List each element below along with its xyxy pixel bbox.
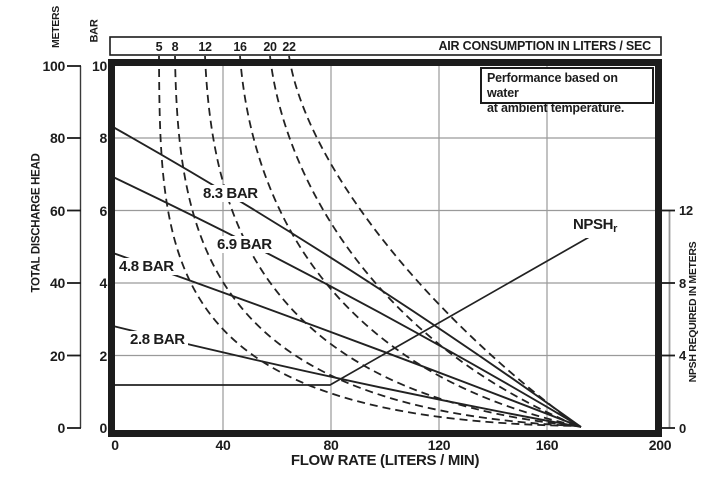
air-axis-title: AIR CONSUMPTION IN LITERS / SEC [438,39,651,53]
meters-axis-ticks [67,66,81,428]
air-tick-22: 22 [282,40,296,54]
air-tick-8: 8 [171,40,179,54]
npsh-curve [114,232,598,385]
curve-6-9-bar [113,177,581,427]
air-tick-12: 12 [198,40,212,54]
curve-label-4-8-bar: 4.8 BAR [116,258,177,275]
curve-label-6-9-bar: 6.9 BAR [214,236,275,253]
x-tick-80: 80 [323,437,339,453]
bar-unit-label: BAR [88,19,101,43]
air-tick-20: 20 [263,40,277,54]
npsh-label-main: NPSH [573,216,614,233]
x-tick-0: 0 [111,437,119,453]
meters-tick-40: 40 [50,275,65,291]
bar-tick-2: 2 [99,347,107,364]
performance-note-box [480,67,654,115]
air-tick-16: 16 [233,40,247,54]
x-tick-160: 160 [535,437,559,453]
head-axis-title: TOTAL DISCHARGE HEAD [30,153,43,293]
curve-label-8-3-bar: 8.3 BAR [200,185,261,202]
x-tick-40: 40 [215,437,231,453]
meters-tick-20: 20 [50,347,65,364]
npsh-tick-4: 4 [679,348,686,363]
meters-tick-60: 60 [50,202,65,219]
meters-axis [67,66,81,428]
performance-note-line2: at ambient temperature. [487,101,625,115]
grid-lines [115,66,656,430]
flow-axis-title: FLOW RATE (LITERS / MIN) [290,452,480,469]
npsh-tick-8: 8 [679,275,686,291]
bar-tick-0: 0 [99,420,107,436]
meters-unit-label: METERS [49,6,62,48]
bar-tick-10: 10 [92,58,107,74]
meters-tick-100: 100 [42,58,65,74]
bar-tick-4: 4 [99,275,107,291]
npsh-label-sub: r [613,223,618,235]
x-tick-200: 200 [648,437,672,453]
air-tick-5: 5 [155,40,163,54]
meters-tick-80: 80 [50,130,65,146]
x-tick-120: 120 [427,437,451,453]
npsh-axis [662,211,675,429]
performance-note-line1: Performance based on water [487,71,618,100]
npsh-tick-12: 12 [679,203,693,218]
plot-frame [112,63,659,434]
npsh-axis-title: NPSH REQUIRED IN METERS [686,241,699,383]
curve-label-npsh [570,216,620,238]
meters-tick-0: 0 [57,420,65,436]
curve-label-2-8-bar: 2.8 BAR [127,331,188,348]
bar-tick-6: 6 [99,202,107,219]
npsh-axis-ticks [662,211,675,429]
bar-tick-8: 8 [99,130,107,146]
npsh-tick-0: 0 [679,420,686,436]
